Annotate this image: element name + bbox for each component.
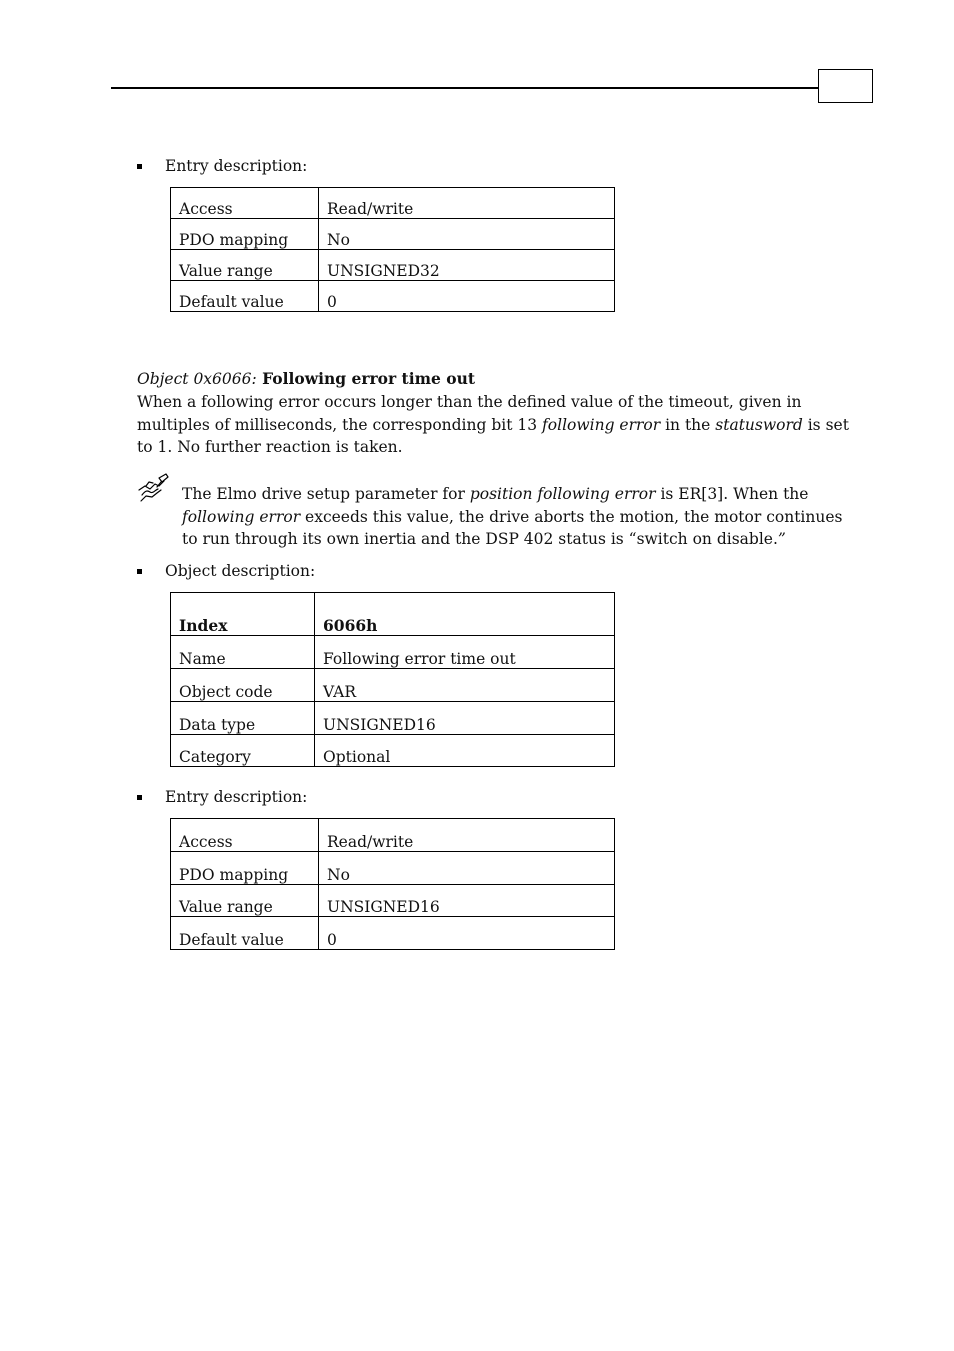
- entry-description-table-2: [170, 818, 615, 950]
- table-row: [171, 281, 615, 312]
- table-cell: 6066h: [315, 593, 615, 636]
- object-heading: [137, 369, 475, 389]
- table-cell: Index: [171, 593, 315, 636]
- bullet-square-icon: [137, 164, 142, 169]
- paragraph-line: to 1. No further reaction is taken.: [137, 438, 403, 456]
- table-cell: Default value: [171, 917, 319, 950]
- table-cell: Value range: [171, 885, 319, 917]
- table-row: [171, 669, 615, 702]
- table-cell: Following error time out: [315, 636, 615, 669]
- table-row: [171, 735, 615, 767]
- table-cell: Data type: [171, 702, 315, 735]
- table-cell: UNSIGNED16: [319, 885, 615, 917]
- table-row: [171, 885, 615, 917]
- table-cell: 0: [319, 917, 615, 950]
- table-row: [171, 819, 615, 852]
- entry-description-table-1: [170, 187, 615, 312]
- table-row: [171, 593, 615, 636]
- table-cell: Optional: [315, 735, 615, 767]
- table-row: [171, 702, 615, 735]
- table-cell: Name: [171, 636, 315, 669]
- text-run: is ER[3]. When the: [655, 485, 809, 503]
- text-run: to run through its own inertia and the DSP 402 status is “switch on disable.: [182, 530, 778, 548]
- table-cell: Access: [171, 188, 319, 219]
- note-line: [182, 506, 843, 529]
- object-description-table: [170, 592, 615, 767]
- paragraph-line: When a following error occurs longer than the defined value of the timeout, given in: [137, 393, 802, 411]
- text-run-italic: position following error: [469, 485, 656, 503]
- object-heading-index: Object 0x6066:: [137, 370, 257, 388]
- table-row: [171, 219, 615, 250]
- table-cell: 0: [319, 281, 615, 312]
- table-cell: Read/write: [319, 188, 615, 219]
- table-row: [171, 917, 615, 950]
- table-cell: PDO mapping: [171, 852, 319, 885]
- table-cell: PDO mapping: [171, 219, 319, 250]
- note-text: [182, 483, 843, 551]
- table-cell: UNSIGNED32: [319, 250, 615, 281]
- table-cell: Default value: [171, 281, 319, 312]
- table-cell: Read/write: [319, 819, 615, 852]
- table-cell: VAR: [315, 669, 615, 702]
- bullet-label: Object description:: [165, 562, 316, 580]
- text-run: The Elmo drive setup parameter for: [182, 485, 470, 503]
- text-run-italic: following error: [182, 507, 301, 526]
- text-run: is set: [802, 415, 849, 434]
- text-run-italic: following error: [542, 415, 661, 434]
- paragraph-line: [137, 414, 849, 437]
- table-row: [171, 188, 615, 219]
- text-run-italic: ”: [777, 530, 786, 548]
- table-cell: Access: [171, 819, 319, 852]
- table-cell: UNSIGNED16: [315, 702, 615, 735]
- note-line: [182, 483, 832, 506]
- table-row: [171, 852, 615, 885]
- table-cell: Object code: [171, 669, 315, 702]
- bullet-label: Entry description:: [165, 157, 308, 175]
- text-run: multiples of milliseconds, the corresponding bit 13: [137, 415, 543, 434]
- object-heading-name: Following error time out: [256, 369, 476, 388]
- text-run: in the: [660, 415, 716, 434]
- text-run-italic: statusword: [715, 415, 803, 434]
- note-line: [182, 528, 832, 551]
- header-rule: [111, 87, 819, 89]
- table-cell: No: [319, 852, 615, 885]
- table-cell: Value range: [171, 250, 319, 281]
- table-row: [171, 636, 615, 669]
- bullet-square-icon: [137, 795, 142, 800]
- page-number-box: [818, 69, 873, 103]
- table-row: [171, 250, 615, 281]
- table-cell: Category: [171, 735, 315, 767]
- object-paragraph: [137, 391, 849, 459]
- bullet-square-icon: [137, 569, 142, 574]
- hand-writing-note-icon: [137, 473, 171, 503]
- bullet-label: Entry description:: [165, 788, 308, 806]
- table-cell: No: [319, 219, 615, 250]
- text-run: exceeds this value, the drive aborts the motion, the motor continues: [300, 507, 843, 526]
